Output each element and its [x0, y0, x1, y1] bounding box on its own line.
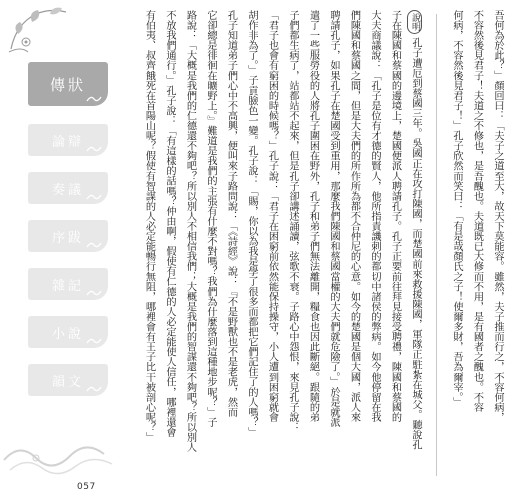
text-column	[285, 10, 299, 432]
text-column	[162, 10, 176, 437]
column-text: 它卻總是徘徊在曠野上。』難道是我們的主張有什麼不對嗎？我們為什麼落到這種地步呢？」子	[205, 10, 216, 428]
wave-ornament-icon	[0, 430, 118, 480]
tab-zouyi[interactable]	[28, 172, 108, 204]
column-text: 路說：「大概是我們的仁德還不夠吧？所以別人不相信我們；大概是我們的智謀還不夠吧？所以別人	[184, 10, 196, 453]
text-column	[388, 10, 402, 422]
tab-xuba[interactable]	[28, 220, 108, 252]
column-text: 胡作非為了。」子貢臉色一變。孔子說：「賜，你以為我是學了很多而都把它們記住了的人嗎？」	[246, 10, 257, 438]
tab-label: 奏議	[51, 182, 84, 198]
column-text: 吾何為於此？」顏回曰：「夫子之道至大，故天下莫能容。雖然，夫子推而行之，不容何病，	[492, 10, 503, 423]
text-body	[128, 10, 506, 486]
column-text: 孔子遭厄到蔡國三年。吳國正在攻打陳國，而楚國前來救援陳國，軍隊正駐紮在城父。聽說孔	[410, 37, 421, 450]
text-column	[183, 10, 197, 452]
section-sidebar	[0, 0, 118, 500]
column-text: 孔子知道弟子們心中不高興，便叫來子路問說：「《詩經》說：『不是野獸也不是老虎，然而	[225, 10, 237, 417]
swirl-icon	[86, 241, 102, 249]
tab-chuanzhuang[interactable]	[28, 62, 108, 106]
column-text: 聘請孔子，如果孔子在楚國受到重用，那麼我們陳國和蔡國當權的大夫們就危險了。」於是就派	[328, 10, 339, 428]
column-text: 「君子也會有窮困的時候嗎？」孔子說：「君子在困窮前依然能保持操守，小人遭到困窮就會	[266, 10, 278, 423]
text-column	[265, 10, 279, 422]
text-column	[326, 10, 340, 427]
tab-label: 論辯	[51, 134, 84, 150]
text-column	[449, 10, 463, 407]
page-number: 057	[77, 482, 96, 492]
text-column	[306, 10, 320, 422]
tab-xiaoshuo[interactable]	[28, 316, 108, 348]
swirl-icon	[86, 145, 102, 153]
text-column	[142, 10, 156, 442]
column-text: 何病，不容然後見君子！」孔子欣然而笑曰：「有是哉顏氏之子！使爾多財，吾為爾宰。」	[451, 10, 462, 407]
column-text: 有伯夷、叔齊餓死在首陽山呢？假使有智謀的人必定能暢行無阻，哪裡會有王子比干被剖心呢？」	[143, 10, 155, 443]
tab-label: 雜記	[51, 278, 84, 294]
column-text: 不容然後見君子！夫道之不修也，是吾醜也。夫道既已大修而不用，是有國者之醜也。不容	[471, 10, 483, 413]
column-text: 子在陳國和蔡國的邊境上，楚國便派人聘請孔子。孔子正要前往拜見接受聘禮，陳國和蔡國的	[389, 10, 401, 423]
text-column	[224, 10, 238, 417]
tab-label: 韻文	[51, 374, 84, 390]
swirl-icon	[86, 289, 102, 297]
text-column	[470, 10, 484, 412]
tab-yunwen[interactable]	[28, 364, 108, 396]
column-text: 大夫商議說：「孔子是位有才德的賢人，他所指責譏刺的都切中諸侯的弊病。如今他停留在我	[369, 10, 380, 423]
text-column	[367, 10, 381, 422]
column-text: 不放我們通行。」孔子說：「有這樣的話嗎？仲由啊，假使有仁德的人必定能使人信任，哪裡還會	[164, 10, 175, 438]
swirl-icon	[86, 337, 102, 345]
tab-label: 序跋	[51, 230, 84, 246]
floral-ornament-icon	[6, 4, 76, 54]
swirl-icon	[86, 95, 102, 103]
column-text: 遣了一些服勞役的人將孔子圍困在野外，孔子和弟子們無法離開，糧食也因此斷絕。跟隨的弟	[307, 10, 319, 423]
text-column	[408, 10, 422, 450]
swirl-icon	[86, 385, 102, 393]
text-column	[203, 10, 217, 427]
section-label: 說明	[407, 10, 423, 34]
tab-zaji[interactable]	[28, 268, 108, 300]
text-column	[347, 10, 361, 422]
section-divider	[436, 14, 437, 476]
tab-label: 傳狀	[49, 75, 86, 94]
text-column	[244, 10, 258, 437]
swirl-icon	[86, 193, 102, 201]
column-text: 們陳國和蔡國之間，但是大夫們的所作所為都不合仲尼的心意。如今的楚國是個大國，派人來	[348, 10, 360, 423]
column-text: 子們都生病了，站都站不起來，但是孔子卻講述誦讀，弦歌不衰。子路心中怨恨，來見孔子說：	[287, 10, 298, 433]
tab-lunbian[interactable]	[28, 124, 108, 156]
tab-label: 小說	[51, 326, 84, 342]
text-column	[490, 10, 504, 422]
